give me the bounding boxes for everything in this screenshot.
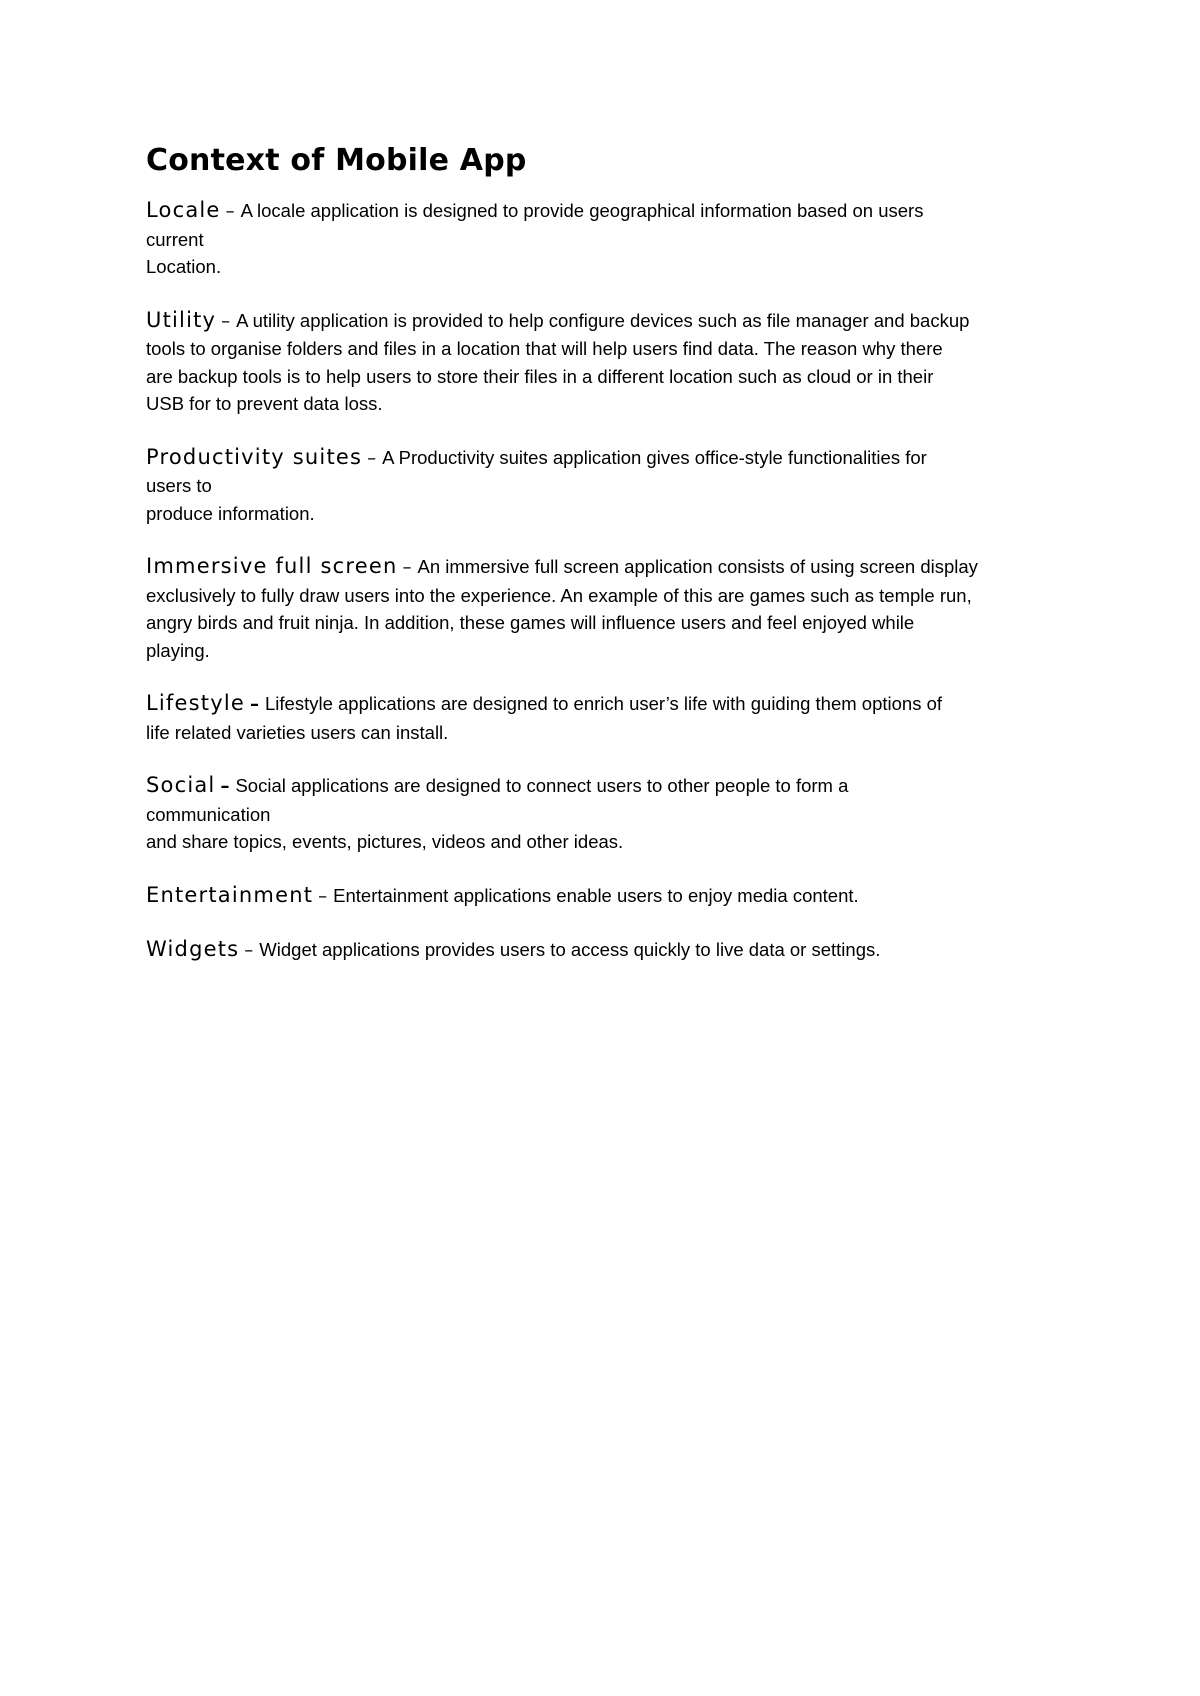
entry-dash: – bbox=[221, 310, 231, 332]
entry-text-line: playing. bbox=[146, 639, 210, 661]
entry-text-line: An immersive full screen application consists of using screen display bbox=[417, 556, 978, 577]
entry-dash: – bbox=[367, 447, 377, 469]
entry-text-line: communication bbox=[146, 803, 271, 825]
entry-text-line: produce information. bbox=[146, 502, 315, 524]
entry-text-line: A locale application is designed to provide geographical information based on users bbox=[240, 200, 924, 221]
entry-social bbox=[146, 772, 1066, 856]
entry-immersive-full-screen bbox=[146, 553, 1066, 664]
entry-text-line: Widget applications provides users to access quickly to live data or settings. bbox=[259, 939, 881, 960]
entry-entertainment bbox=[146, 882, 1066, 911]
entry-text-line: current bbox=[146, 228, 204, 250]
entry-term: Locale bbox=[146, 198, 221, 222]
entry-term: Widgets bbox=[146, 937, 240, 961]
entry-productivity-suites bbox=[146, 444, 1066, 528]
entry-text-line: exclusively to fully draw users into the experience. An example of this are games such as temple run, bbox=[146, 584, 972, 606]
entry-term: Lifestyle bbox=[146, 691, 246, 715]
entry-term: Productivity suites bbox=[146, 444, 363, 469]
entry-text-line: life related varieties users can install. bbox=[146, 721, 449, 743]
entry-dash: – bbox=[250, 694, 260, 715]
entry-term: Immersive full screen bbox=[146, 554, 398, 578]
entry-text-line: users to bbox=[146, 475, 212, 496]
entry-text-line: are backup tools is to help users to store their files in a different location such as cloud or in their bbox=[146, 365, 934, 387]
page-title: Context of Mobile App bbox=[146, 143, 527, 178]
entry-term: Social bbox=[146, 773, 216, 797]
entry-text-line: A utility application is provided to help configure devices such as file manager and backup bbox=[236, 309, 970, 331]
entry-text-line: USB for to prevent data loss. bbox=[146, 393, 383, 414]
entry-dash: – bbox=[318, 885, 328, 907]
document-body bbox=[146, 139, 1066, 991]
entry-dash: – bbox=[244, 940, 254, 961]
entry-text-line: and share topics, events, pictures, videos and other ideas. bbox=[146, 831, 624, 852]
entry-term: Utility bbox=[146, 307, 217, 332]
entry-widgets bbox=[146, 936, 1066, 965]
entry-text-line: A Productivity suites application gives office-style functionalities for bbox=[382, 446, 927, 468]
entry-locale bbox=[146, 197, 1066, 281]
entry-text-line: Lifestyle applications are designed to enrich user’s life with guiding them options of bbox=[265, 693, 943, 714]
entry-text-line: tools to organise folders and files in a location that will help users find data. The reason why there bbox=[146, 338, 943, 359]
entry-text-line: Entertainment applications enable users to enjoy media content. bbox=[333, 884, 859, 906]
entry-utility bbox=[146, 307, 1066, 418]
entry-text-line: Location. bbox=[146, 256, 222, 277]
entry-term: Entertainment bbox=[146, 882, 314, 907]
entry-dash: – bbox=[402, 557, 412, 578]
entry-dash: – bbox=[225, 201, 235, 222]
entry-dash: – bbox=[220, 776, 230, 797]
entry-lifestyle bbox=[146, 690, 1066, 746]
entry-text-line: Social applications are designed to connect users to other people to form a bbox=[235, 775, 849, 796]
entry-text-line: angry birds and fruit ninja. In addition, these games will influence users and feel enjoyed while bbox=[146, 612, 915, 633]
